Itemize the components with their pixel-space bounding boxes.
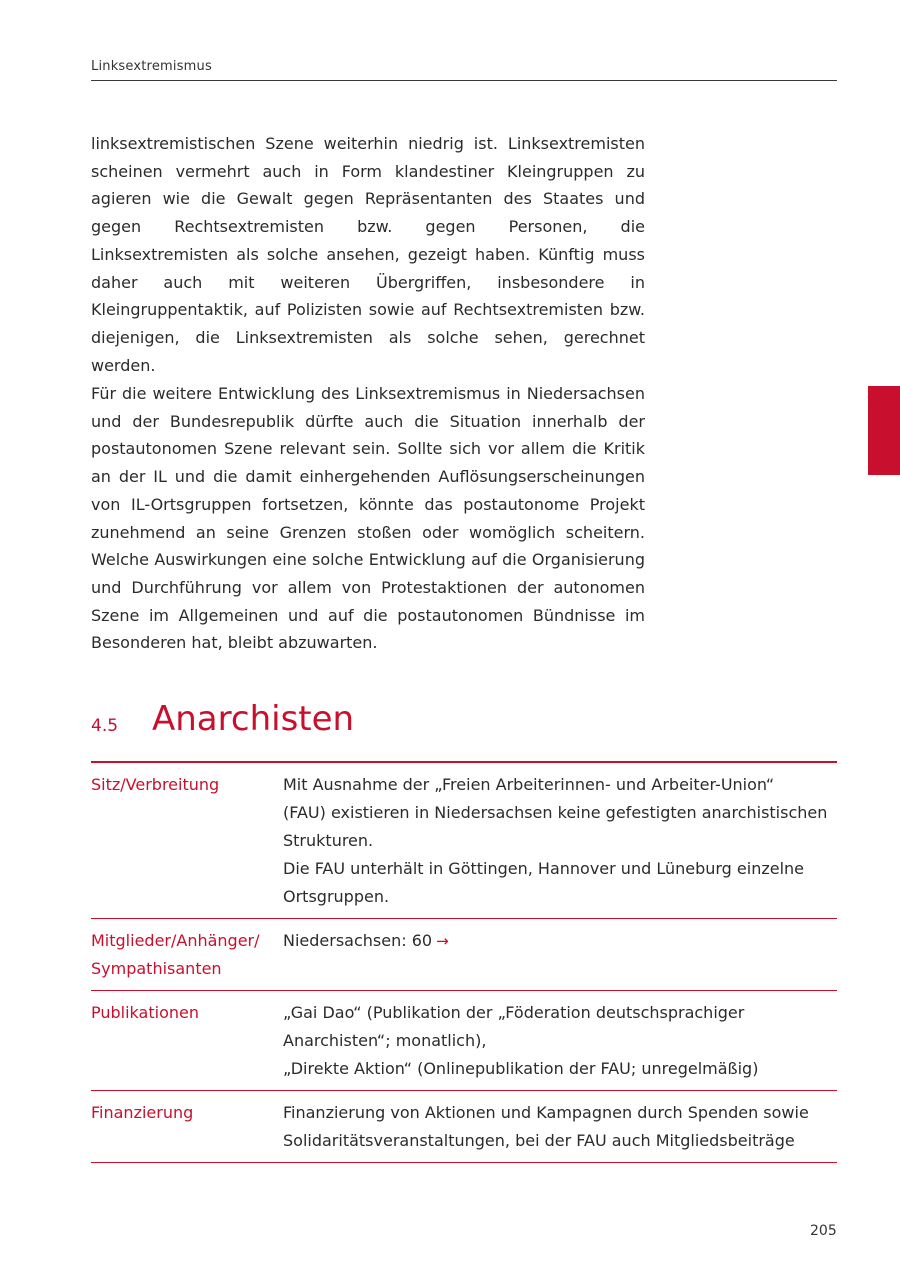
profile-value	[283, 1099, 837, 1155]
profile-value-line: Solidaritätsveranstaltungen, bei der FAU auch Mitgliedsbeiträge	[283, 1131, 795, 1150]
profile-value-line: Anarchisten“; monatlich),	[283, 1031, 487, 1050]
profile-row-finanzierung	[91, 1091, 837, 1163]
profile-value-line: Die FAU unterhält in Göttingen, Hannover und Lüneburg einzelne	[283, 859, 805, 878]
profile-label: Sitz/Verbreitung	[91, 775, 220, 794]
profile-value	[283, 999, 837, 1083]
profile-table	[91, 761, 837, 1163]
profile-label	[91, 927, 283, 983]
profile-value-line: Ortsgruppen.	[283, 887, 390, 906]
profile-label-line: Sympathisanten	[91, 959, 222, 978]
body-paragraph-2: Für die weitere Entwicklung des Linksextremismus in Niedersachsen und der Bundesrepublik dürfte auch die Situation innerhalb der postautonomen Szene relevant sein. Sollte sich vor allem die Kritik an der IL und die damit einhergehenden Auflösungserscheinungen von IL-Ortsgruppen fortsetzen, könnte das postautonome Projekt zunehmend an seine Grenzen stoßen oder womöglich scheitern. Welche Auswirkungen eine solche Entwicklung auf die Organisierung und Durchführung vor allem von Protestaktionen der autonomen Szene im Allgemeinen und auf die postautonomen Bündnisse im Besonderen hat, bleibt abzuwarten.	[91, 384, 645, 653]
arrow-right-icon: →	[436, 932, 449, 950]
page-number: 205	[810, 1223, 837, 1239]
profile-value-line: Strukturen.	[283, 831, 374, 850]
profile-value-line: Finanzierung von Aktionen und Kampagnen durch Spenden sowie	[283, 1103, 809, 1122]
chapter-marker-tab	[868, 386, 900, 475]
body-paragraph-1: linksextremistischen Szene weiterhin niedrig ist. Linksextremisten scheinen vermehrt auch in Form klandestiner Kleingruppen zu agieren wie die Gewalt gegen Repräsentanten des Staates und gegen Rechtsextremisten bzw. gegen Personen, die Linksextremisten als solche ansehen, gezeigt haben. Künftig muss daher auch mit weiteren Übergriffen, insbesondere in Kleingruppentaktik, auf Polizisten sowie auf Rechtsextremisten bzw. diejenigen, die Linksextremisten als solche sehen, gerechnet werden.	[91, 134, 645, 375]
profile-label: Publikationen	[91, 1003, 199, 1022]
profile-value-line: Mit Ausnahme der „Freien Arbeiterinnen- und Arbeiter-Union“	[283, 775, 775, 794]
section-number: 4.5	[91, 716, 119, 736]
profile-value-line: „Gai Dao“ (Publikation der „Föderation deutschsprachiger	[283, 1003, 745, 1022]
profile-value	[283, 927, 837, 983]
profile-row-publikationen	[91, 991, 837, 1091]
section-title: Anarchisten	[152, 699, 355, 739]
profile-row-mitglieder	[91, 919, 837, 991]
header-divider	[91, 80, 837, 81]
running-head-title: Linksextremismus	[91, 59, 212, 74]
profile-value	[283, 771, 837, 911]
member-count: Niedersachsen: 60	[283, 931, 433, 950]
profile-label-line: Mitglieder/Anhänger/	[91, 931, 260, 950]
profile-row-sitz	[91, 763, 837, 919]
profile-value-line: „Direkte Aktion“ (Onlinepublikation der FAU; unregelmäßig)	[283, 1059, 759, 1078]
profile-value-line: (FAU) existieren in Niedersachsen keine gefestigten anarchistischen	[283, 803, 828, 822]
profile-label: Finanzierung	[91, 1103, 194, 1122]
